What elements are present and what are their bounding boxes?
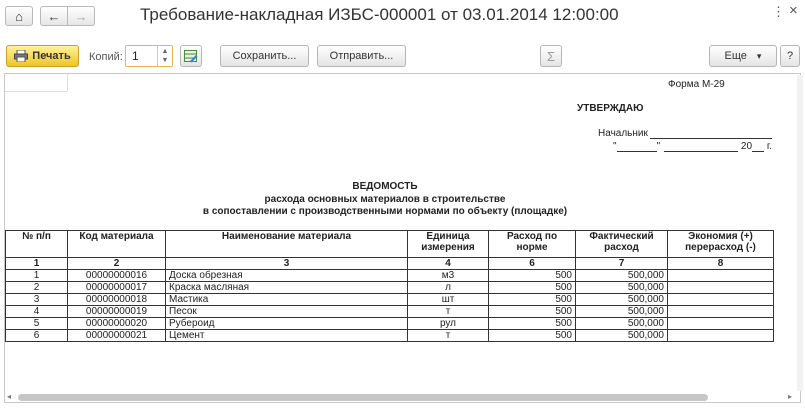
table-row[interactable]: [6, 318, 774, 330]
column-header: Расход по норме: [489, 231, 576, 258]
close-icon[interactable]: ×: [789, 2, 798, 19]
signature-underline: [650, 128, 772, 139]
actual-consumption: 500,000: [576, 294, 668, 306]
dropdown-arrow-icon: ▾: [756, 50, 762, 61]
column-number: 4: [408, 258, 489, 270]
actual-consumption: 500,000: [576, 330, 668, 342]
column-number: 8: [668, 258, 774, 270]
material-name: Доска обрезная: [166, 270, 408, 282]
home-button[interactable]: [5, 6, 33, 26]
save-button[interactable]: Сохранить...: [220, 45, 309, 67]
norm-consumption: 500: [489, 318, 576, 330]
column-number: 3: [166, 258, 408, 270]
column-header: Единица измерения: [408, 231, 489, 258]
norm-consumption: 500: [489, 282, 576, 294]
norm-consumption: 500: [489, 330, 576, 342]
edit-table-icon: [184, 50, 198, 63]
copies-label: Копий:: [89, 51, 123, 63]
table-row[interactable]: [6, 282, 774, 294]
column-header: № п/п: [6, 231, 68, 258]
column-number: 6: [489, 258, 576, 270]
table-row[interactable]: [6, 330, 774, 342]
scroll-right-icon[interactable]: ▸: [788, 392, 793, 401]
norm-consumption: 500: [489, 306, 576, 318]
spreadsheet-document[interactable]: [4, 73, 801, 403]
title-bar: [0, 0, 805, 36]
material-code: 00000000016: [68, 270, 166, 282]
forward-button[interactable]: [67, 6, 95, 26]
window-title: Требование-накладная ИЗБС-000001 от 03.01.2014 12:00:00: [140, 5, 619, 24]
day-underline: [617, 141, 657, 152]
table-row[interactable]: [6, 306, 774, 318]
material-name: Рубероид: [166, 318, 408, 330]
norm-consumption: 500: [489, 294, 576, 306]
report-subtitle: расхода основных материалов в строительстве: [264, 194, 506, 205]
year-suffix: г.: [766, 141, 773, 152]
report-subtitle-2: в сопоставлении с производственными нормами по объекту (площадке): [202, 206, 568, 217]
materials-table: [5, 230, 774, 342]
forward-arrow-icon: →: [74, 8, 88, 24]
column-header: Наименование материала: [166, 231, 408, 258]
material-name: Песок: [166, 306, 408, 318]
row-number: 1: [6, 270, 68, 282]
row-number: 4: [6, 306, 68, 318]
year-prefix: 20: [740, 141, 753, 152]
year-underline: [752, 141, 764, 152]
table-row[interactable]: [6, 294, 774, 306]
actual-consumption: 500,000: [576, 270, 668, 282]
printer-icon: [14, 50, 28, 62]
vertical-scrollbar[interactable]: [797, 75, 803, 391]
material-name: Мастика: [166, 294, 408, 306]
print-label: Печать: [32, 50, 71, 62]
column-number-row: [6, 258, 774, 270]
unit: т: [408, 306, 489, 318]
help-button[interactable]: ?: [780, 45, 800, 67]
column-number: 7: [576, 258, 668, 270]
table-row[interactable]: [6, 270, 774, 282]
date-quote-open: ": [613, 141, 617, 152]
material-code: 00000000018: [68, 294, 166, 306]
copies-value: 1: [132, 49, 139, 63]
form-code: Форма М-29: [668, 79, 725, 90]
more-label: Еще: [724, 50, 747, 62]
spin-down-icon: ▼: [161, 57, 169, 64]
more-options-icon[interactable]: ⋮: [772, 4, 785, 19]
column-number: 1: [6, 258, 68, 270]
home-icon: ⌂: [15, 8, 23, 24]
date-quote-close: ": [656, 141, 661, 152]
column-header: Фактический расход: [576, 231, 668, 258]
toolbar: [0, 40, 805, 72]
back-button[interactable]: [40, 6, 68, 26]
unit: рул: [408, 318, 489, 330]
horizontal-scrollbar[interactable]: [4, 392, 801, 403]
unit: м3: [408, 270, 489, 282]
row-number: 6: [6, 330, 68, 342]
chief-signature-line: [598, 128, 772, 139]
copies-input[interactable]: [125, 45, 173, 67]
sum-icon: Σ: [546, 48, 556, 64]
print-button[interactable]: [6, 45, 79, 67]
norm-consumption: 500: [489, 270, 576, 282]
approve-heading: УТВЕРЖДАЮ: [577, 103, 644, 114]
column-header: Экономия (+) перерасход (-): [668, 231, 774, 258]
scroll-left-icon[interactable]: ◂: [7, 392, 12, 401]
row-number: 5: [6, 318, 68, 330]
row-number: 2: [6, 282, 68, 294]
row-number: 3: [6, 294, 68, 306]
more-button[interactable]: [709, 45, 777, 67]
unit: шт: [408, 294, 489, 306]
scroll-thumb[interactable]: [18, 394, 708, 401]
copies-spinner[interactable]: [157, 46, 172, 66]
material-code: 00000000020: [68, 318, 166, 330]
table-header-row: [6, 231, 774, 258]
corner-divider: [67, 74, 68, 91]
savings-overrun: [668, 294, 774, 306]
column-number: 2: [68, 258, 166, 270]
actual-consumption: 500,000: [576, 306, 668, 318]
corner-divider: [5, 91, 67, 92]
savings-overrun: [668, 270, 774, 282]
edit-mode-button[interactable]: [180, 45, 202, 67]
savings-overrun: [668, 330, 774, 342]
sum-button[interactable]: [540, 45, 562, 67]
material-code: 00000000021: [68, 330, 166, 342]
unit: л: [408, 282, 489, 294]
month-underline: [664, 141, 738, 152]
material-name: Цемент: [166, 330, 408, 342]
savings-overrun: [668, 318, 774, 330]
back-arrow-icon: ←: [47, 8, 61, 24]
material-code: 00000000017: [68, 282, 166, 294]
column-header: Код материала: [68, 231, 166, 258]
material-name: Краска масляная: [166, 282, 408, 294]
report-title: ВЕДОМОСТЬ: [352, 181, 418, 192]
unit: т: [408, 330, 489, 342]
actual-consumption: 500,000: [576, 282, 668, 294]
spin-up-icon: ▲: [161, 48, 169, 55]
date-line: [613, 141, 772, 152]
savings-overrun: [668, 306, 774, 318]
actual-consumption: 500,000: [576, 318, 668, 330]
send-button[interactable]: Отправить...: [317, 45, 406, 67]
chief-label: Начальник: [598, 128, 648, 139]
material-code: 00000000019: [68, 306, 166, 318]
savings-overrun: [668, 282, 774, 294]
